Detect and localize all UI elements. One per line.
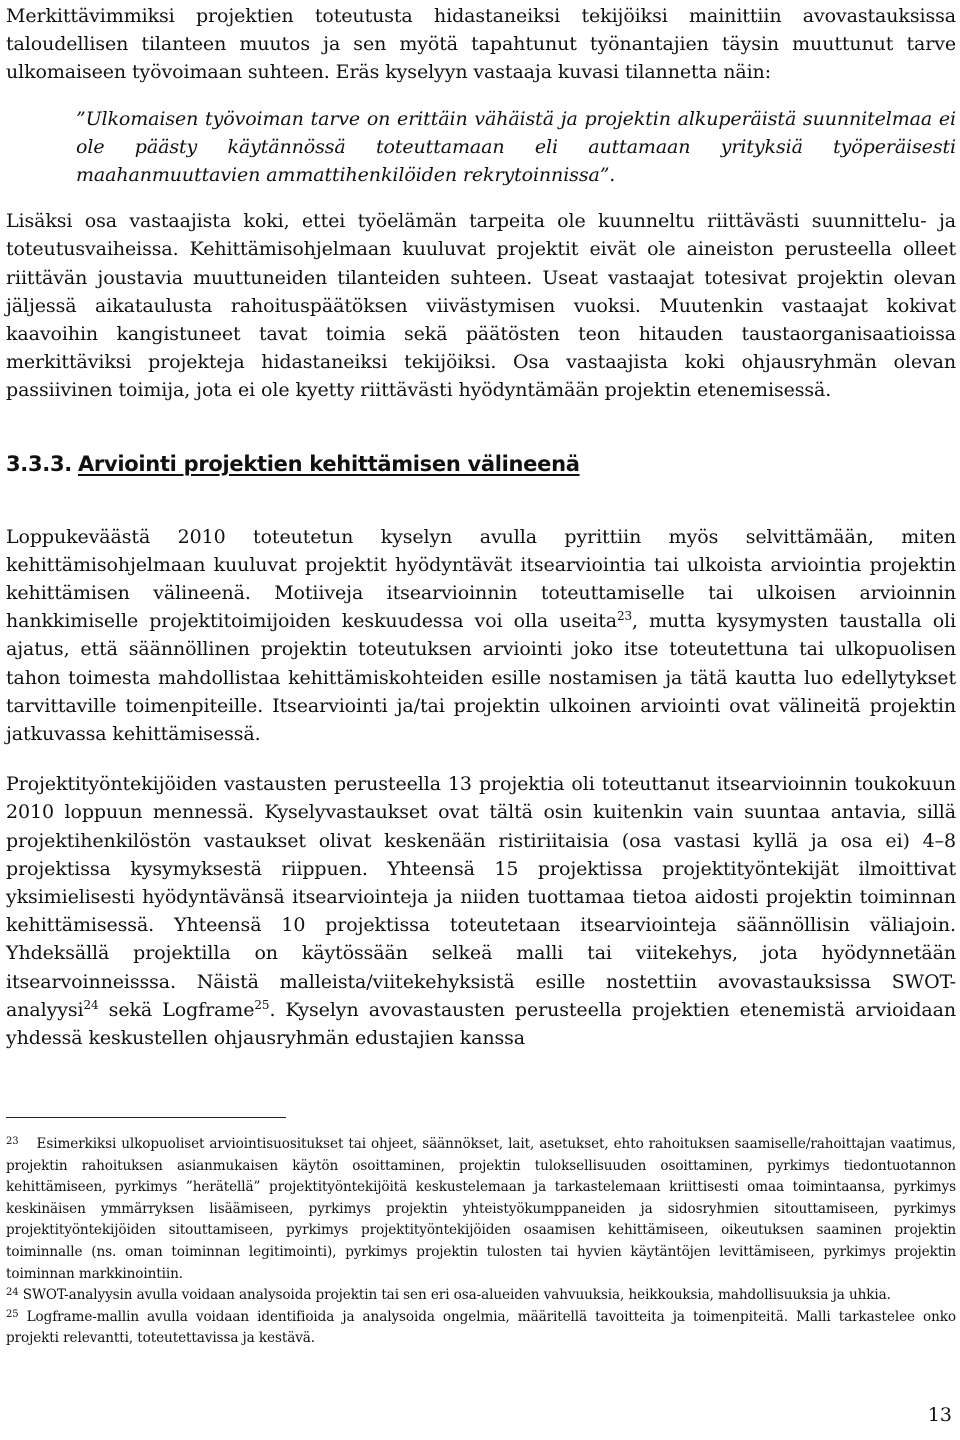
paragraph-intro: Merkittävimmiksi projektien toteutusta hidastaneiksi tekijöiksi mainittiin avovastauksissa taloudellisen tilanteen muutos ja sen myötä tapahtunut työnantajien täysin muuttunut tarve ulkomaiseen työvoimaan suhteen. Eräs kyselyyn vastaaja kuvasi tilannetta näin:	[6, 5, 956, 84]
paragraph-4	[6, 770, 956, 1052]
footnotes	[6, 1134, 956, 1350]
section-title: Arviointi projektien kehittämisen välineenä	[77, 451, 580, 476]
footnote-number: 25	[6, 1308, 19, 1320]
paragraph-4-text-b: sekä Logframe	[98, 998, 255, 1021]
footnote-text: Logframe-mallin avulla voidaan identifioida ja analysoida ongelmia, määritellä tavoitteita ja toimenpiteitä. Malli tarkastelee onko projekti relevantti, toteutettavissa ja kestävä.	[6, 1308, 956, 1347]
paragraph-3	[6, 523, 956, 749]
footnote-separator	[6, 1117, 286, 1118]
footnote-ref-25[interactable]: 25	[254, 997, 270, 1012]
paragraph-4-text-a: Projektityöntekijöiden vastausten perusteella 13 projektia oli toteuttanut itsearvioinnin toukokuun 2010 loppuun mennessä. Kyselyvastaukset ovat tältä osin kuitenkin vain suuntaa antavia, sillä projektihenkilöstön vastaukset olivat keskenään ristiriitaisia (osa vastasi kyllä ja osa ei) 4–8 projektissa kysymyksestä riippuen. Yhteensä 15 projektissa projektityöntekijät ilmoittivat yksimielisesti hyödyntävänsä itsearviointeja ja niiden tuottamaa tietoa aidosti projektin toiminnan kehittämisessä. Yhteensä 10 projektissa toteutetaan itsearviointeja säännöllisin väliajoin. Yhdeksällä projektilla on käytössään selkeä malli tai viitekehys, jota hyödynnetään itsearvoinneisssa. Näistä malleista/viitekehyksistä esille nostettiin avovastauksissa SWOT-analyysi	[6, 773, 956, 1021]
paragraph-3-text-a: Loppukeväästä 2010 toteutetun kyselyn avulla pyrittiin myös selvittämään, miten kehittämisohjelmaan kuuluvat projektit hyödyntävät itsearviointia tai ulkoista arviointia projektin kehittämisen välineenä. Motiiveja itsearvioinnin toteuttamiselle tai ulkoisen arvioinnin hankkimiselle projektitoimijoiden keskuudessa voi olla useita	[6, 525, 956, 633]
section-number: 3.3.3.	[6, 451, 72, 476]
footnote-number: 24	[6, 1287, 19, 1299]
section-heading	[6, 449, 956, 479]
paragraph-3-text-b: , mutta kysymysten taustalla oli ajatus, että säännöllinen projektin toteutuksen arviointi joko itse toteutettuna tai ulkopuolisen tahon toimesta mahdollistaa kehittämiskohteiden esille nostamisen ja tätä kautta luo edellytykset tarvittaville toimenpiteille. Itsearviointi ja/tai projektin ulkoinen arviointi ovat välineitä projektin jatkuvassa kehittämisessä.	[6, 610, 957, 746]
footnote-text: SWOT-analyysin avulla voidaan analysoida projektin tai sen eri osa-alueiden vahvuuksia, heikkouksia, mahdollisuuksia ja uhkia.	[22, 1287, 891, 1304]
page-number: 13	[927, 1404, 952, 1426]
block-quote: ”Ulkomaisen työvoiman tarve on erittäin vähäistä ja projektin alkuperäistä suunnitelmaa ei ole päästy käytännössä toteuttamaan eli auttamaan yrityksiä työperäisesti maahanmuuttavien ammattihenkilöiden rekrytoinnissa”.	[76, 107, 956, 187]
footnote-ref-23[interactable]: 23	[616, 609, 633, 624]
footnote-24	[6, 1285, 956, 1307]
footnote-text: Esimerkiksi ulkopuoliset arviointisuositukset tai ohjeet, säännökset, lait, asetukset, ehto rahoituksen saamiselle/rahoittajan vaatimus, projektin rahoituksen asianmukaisen käytön osoittaminen, projektin tuloksellisuuden osoittaminen, pyrkimys tiedontuotannon kehittämiseen, pyrkimys ”herätellä” projektityöntekijöitä keskustelemaan ja tarkastelemaan kriittisesti omaa toimintaansa, pyrkimys keskinäisen ymmärryksen lisäämiseen, pyrkimys projektin yhteistyökumppaneiden ja sidosryhmien sitouttamiseen, pyrkimys projektityöntekijöiden sitouttamiseen, pyrkimys projektityöntekijöiden osaamisen kehittämiseen, oikeutuksen saaminen projektin toiminnalle (ns. oman toiminnan legitimointi), pyrkimys projektin tulosten tai hyvien käytäntöjen levittämiseen, pyrkimys projektin toiminnan markkinointiin.	[6, 1136, 956, 1282]
footnote-25	[6, 1307, 956, 1350]
footnote-23	[6, 1134, 956, 1285]
footnote-number: 23	[6, 1136, 19, 1147]
paragraph-2: Lisäksi osa vastaajista koki, ettei työelämän tarpeita ole kuunneltu riittävästi suunnittelu- ja toteutusvaiheissa. Kehittämisohjelmaan kuuluvat projektit eivät ole aineiston perusteella olleet riittävän joustavia muuttuneiden tilanteiden suhteen. Useat vastaajat totesivat projektin olevan jäljessä aikataulusta rahoituspäätöksen viivästymisen vuoksi. Muutenkin vastaajat kokivat kaavoihin kangistuneet tavat toimia sekä päätösten teon hitauden taustaorganisaatioissa merkittäviksi projekteja hidastaneiksi tekijöiksi. Osa vastaajista koki ohjausryhmän olevan passiivinen toimija, jota ei ole kyetty riittävästi hyödyntämään projektin etenemisessä.	[6, 210, 956, 402]
paragraph-4-text-c: . Kyselyn avovastausten perusteella projektien etenemistä arvioidaan yhdessä keskustellen ohjausryhmän edustajien kanssa	[6, 998, 957, 1050]
footnote-ref-24[interactable]: 24	[83, 997, 99, 1012]
document-page	[6, 0, 956, 1052]
